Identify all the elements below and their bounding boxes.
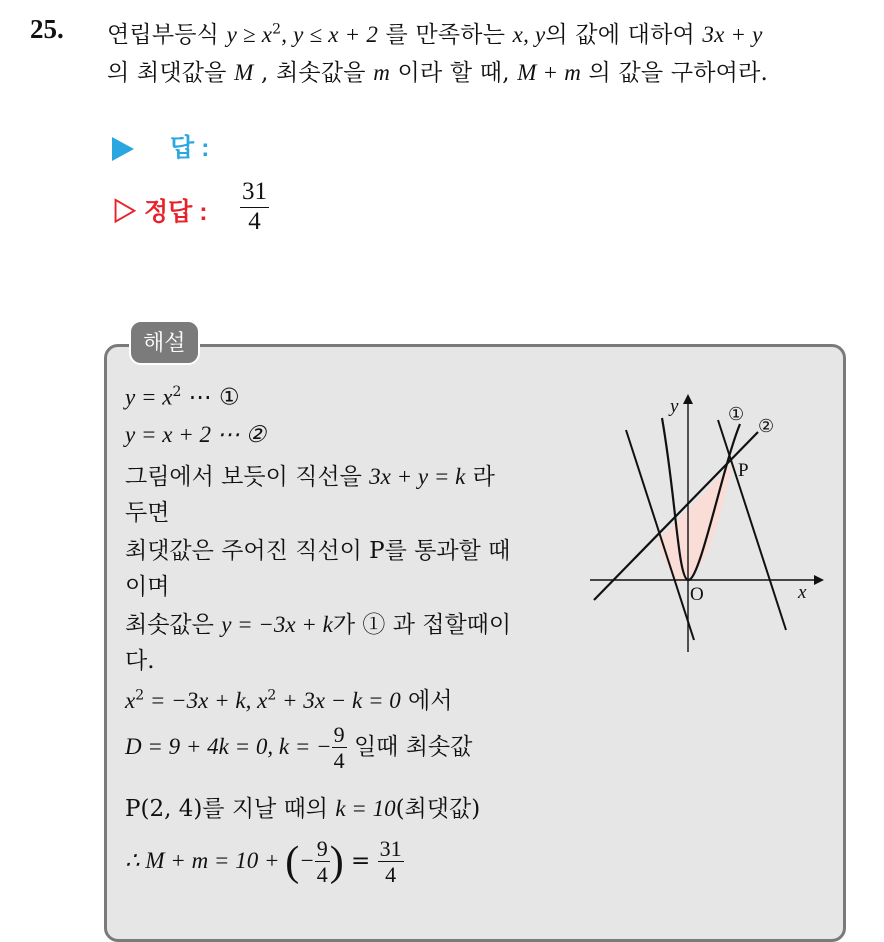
answer-row	[112, 128, 209, 164]
curve-1-label: ①	[728, 404, 745, 425]
curve-2-label: ②	[758, 416, 775, 437]
line-max	[718, 420, 786, 630]
solution-line-1: $y = x^2$ ⋯ ①	[125, 384, 240, 411]
solution-line-10: D = 9 + 4k = 0, k = − $\frac{9}{4}$ 일때 최솟값	[125, 722, 473, 774]
x-axis-label: x	[798, 582, 807, 603]
y-axis-arrow	[683, 394, 693, 404]
solution-line-2: y = x + 2 ⋯ ②	[125, 422, 267, 447]
x-axis-arrow	[814, 575, 824, 585]
question-line-1: 연립부등식 $y \ge x^2$, y ≤ x + 2 를 만족하는 x, y의 값에 대하여 3x + y	[107, 21, 763, 48]
solution-line-7: 최솟값은 y = −3x + k가 ① 과 접할때이	[125, 612, 512, 638]
solution-line-9: $x^2 = -3x + k$, $x^2 + 3x - k = 0$ 에서	[125, 687, 453, 714]
solution-line-4: 두면	[125, 500, 170, 526]
solution-line-11: P(2, 4)를 지날 때의 k = 10(최댓값)	[125, 796, 481, 822]
question-number: 25.	[30, 14, 64, 44]
correct-answer-value: $\frac{31}{4}$	[242, 178, 267, 235]
answer-label: 답 :	[170, 134, 210, 162]
origin-label: O	[690, 584, 704, 605]
solution-line-6: 이며	[125, 574, 170, 600]
correct-answer-label: ▷ 정답 :	[112, 198, 208, 226]
solution-line-8: 다.	[125, 648, 155, 674]
point-p-label: P	[738, 460, 749, 481]
play-triangle-icon	[112, 137, 134, 161]
question-line-2: 의 최댓값을 M , 최솟값을 m 이라 할 때, M + m 의 값을 구하여라.	[107, 60, 769, 86]
solution-tag: 해설	[129, 320, 200, 365]
solution-line-3: 그림에서 보듯이 직선을 3x + y = k 라	[125, 464, 495, 490]
solution-line-5: 최댓값은 주어진 직선이 P를 통과할 때	[125, 538, 511, 564]
solution-graph	[588, 388, 828, 656]
y-axis-label: y	[670, 396, 679, 417]
solution-line-12: ∴ M + m = 10 + (− $\frac{9}{4}$ ) = $\frac{31}{4}$	[125, 836, 402, 888]
